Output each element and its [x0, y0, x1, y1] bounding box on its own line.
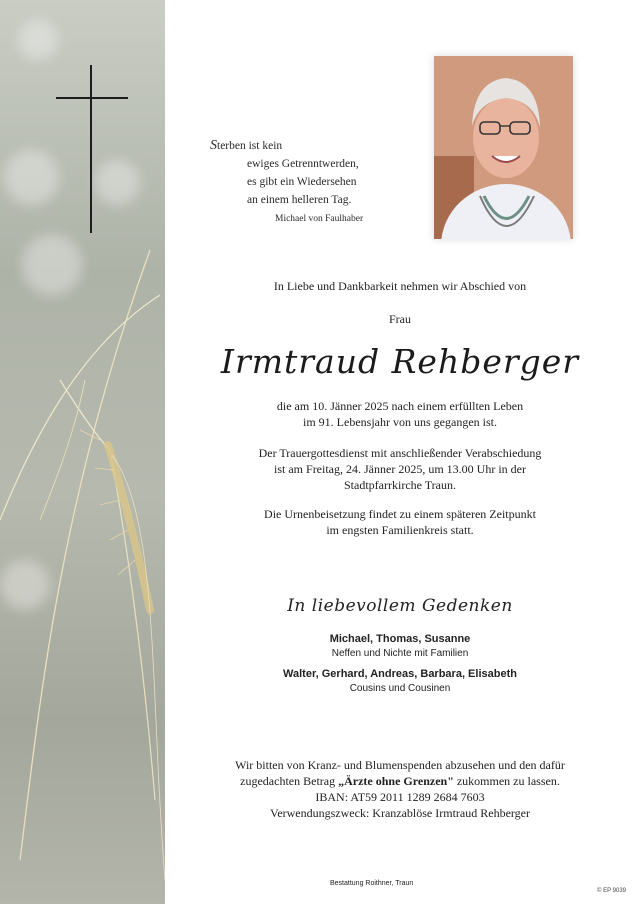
donation-request — [180, 757, 620, 821]
death-paragraph — [180, 398, 620, 430]
text-line — [180, 773, 620, 789]
text-line: Stadtpfarrkirche Traun. — [344, 478, 456, 492]
quote-line: ewiges Getrenntwerden, — [247, 158, 359, 170]
salutation: Frau — [389, 312, 411, 326]
quote-line: es gibt ein Wiedersehen — [247, 176, 357, 188]
quote-line: an einem helleren Tag. — [247, 194, 352, 206]
cross-vertical-bar — [90, 65, 92, 233]
deceased-name: Irmtraud Rehberger — [220, 342, 580, 381]
iban: IBAN: AT59 2011 1289 2684 7603 — [315, 790, 485, 804]
text-line: Der Trauergottesdienst mit anschließender Verabschiedung — [258, 446, 542, 460]
cross-horizontal-bar — [56, 97, 128, 99]
family-relation: Cousins und Cousinen — [349, 683, 451, 694]
charity-name: „Ärzte ohne Grenzen" — [338, 774, 454, 788]
text-line: im engsten Familienkreis statt. — [326, 523, 474, 537]
service-paragraph — [180, 445, 620, 493]
payment-purpose: Verwendungszweck: Kranzablöse Irmtraud Rehberger — [269, 806, 530, 820]
text-line: Die Urnenbeisetzung findet zu einem späteren Zeitpunkt — [264, 507, 536, 521]
print-code: © EP 9039 — [597, 888, 626, 894]
text-line: ist am Freitag, 24. Jänner 2025, um 13.00 Uhr in der — [274, 462, 526, 476]
portrait-illustration — [434, 56, 573, 239]
portrait-photo — [434, 56, 573, 239]
side-panel-background — [0, 0, 165, 904]
quote-line: Sterben ist kein — [210, 138, 283, 153]
text-line: im 91. Lebensjahr von uns gegangen ist. — [303, 415, 497, 429]
quote-author: Michael von Faulhaber — [275, 214, 364, 224]
wheat-ear-illustration — [0, 0, 165, 904]
intro-text: In Liebe und Dankbarkeit nehmen wir Abschied von — [273, 279, 527, 293]
family-names: Michael, Thomas, Susanne — [329, 633, 471, 645]
text-line: Wir bitten von Kranz- und Blumenspenden abzusehen und den dafür — [235, 758, 565, 772]
text-segment: zugedachten Betrag — [240, 774, 339, 788]
burial-paragraph — [180, 506, 620, 538]
quote-block — [210, 137, 363, 228]
text-segment: zukommen zu lassen. — [453, 774, 560, 788]
memoriam-heading: In liebevollem Gedenken — [287, 596, 513, 616]
text-line: die am 10. Jänner 2025 nach einem erfüllten Leben — [276, 399, 524, 413]
family-relation: Neffen und Nichte mit Familien — [331, 648, 469, 659]
funeral-home: Bestattung Roithner, Traun — [330, 880, 414, 887]
family-names: Walter, Gerhard, Andreas, Barbara, Elisabeth — [283, 668, 517, 680]
